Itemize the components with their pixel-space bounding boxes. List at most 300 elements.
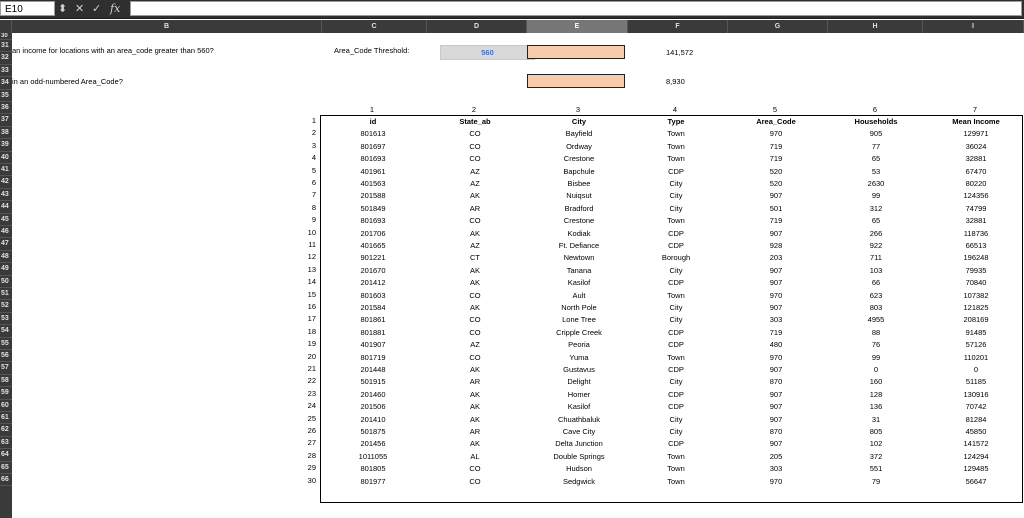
table-cell[interactable]: 719 [769,327,783,337]
table-cell[interactable]: Town [667,352,685,362]
table-cell[interactable]: CO [469,290,481,300]
question-text-2: in an odd-numbered Area_Code? [12,77,123,86]
table-cell[interactable]: 501875 [360,427,386,436]
table-cell[interactable]: 520 [769,166,783,176]
row-header[interactable]: 63 [0,437,12,449]
table-cell[interactable]: 99 [871,352,881,362]
table-cell[interactable]: 65 [871,216,881,226]
row-header[interactable]: 54 [0,325,12,337]
row-number: 24 [307,401,316,411]
table-cell[interactable]: 70840 [965,278,987,288]
question-text-1: an income for locations with an area_code greater than 560? [12,46,214,55]
table-cell[interactable]: 103 [869,265,883,275]
table-cell[interactable]: 203 [769,253,783,263]
table-cell[interactable]: AK [469,389,480,399]
row-number: 20 [307,351,316,361]
table-header[interactable]: State_ab [459,117,491,126]
table-cell[interactable]: Lone Tree [562,315,596,325]
table-cell[interactable]: AL [470,451,480,461]
table-cell[interactable]: 70742 [965,402,987,412]
table-cell[interactable]: 805 [869,427,883,436]
table-cell[interactable]: 870 [769,377,783,387]
table-cell[interactable]: Ault [572,290,586,300]
row-number: 13 [307,264,316,274]
table-cell[interactable]: 51185 [965,377,987,387]
row-header[interactable]: 35 [0,90,12,102]
table-cell[interactable]: 56647 [965,476,987,486]
column-header-b[interactable]: B [12,20,322,33]
table-cell[interactable]: 67470 [965,166,987,176]
table-cell[interactable]: 303 [769,464,783,474]
row-header[interactable]: 34 [0,77,12,89]
table-cell[interactable]: 99 [871,191,881,201]
row-header[interactable]: 52 [0,300,12,312]
table-cell[interactable]: Chuathbaluk [557,414,601,424]
column-number: 4 [672,105,678,114]
table-cell[interactable]: Gustavus [563,365,595,374]
table-cell[interactable]: AR [469,427,481,436]
table-header[interactable]: City [571,117,587,126]
table-cell[interactable]: AZ [470,340,480,350]
table-cell[interactable]: 801693 [360,154,386,164]
table-cell[interactable]: Kodiak [567,228,591,238]
table-cell[interactable]: 970 [769,129,783,139]
table-cell[interactable]: 36024 [965,141,987,151]
table-cell[interactable]: 130916 [963,389,989,399]
column-number: 7 [972,105,978,114]
table-cell[interactable]: Bisbee [567,179,591,188]
row-header[interactable]: 42 [0,176,12,188]
row-number: 12 [307,252,316,262]
table-cell[interactable]: CDP [668,439,684,449]
table-cell[interactable]: Town [667,476,685,486]
row-number: 7 [311,190,316,200]
table-cell[interactable]: Town [667,129,685,139]
row-header[interactable]: 60 [0,400,12,412]
row-header[interactable]: 31 [0,40,12,52]
table-cell[interactable]: 102 [869,439,883,449]
table-cell[interactable]: CDP [668,241,684,250]
table-cell[interactable]: 501849 [360,203,386,213]
row-header[interactable]: 41 [0,164,12,176]
table-cell[interactable]: 201588 [360,191,386,201]
table-cell[interactable]: 312 [869,203,883,213]
table-cell[interactable]: 107382 [963,290,989,300]
table-cell[interactable]: 32881 [965,154,987,164]
table-cell[interactable]: CO [469,216,481,226]
table-cell[interactable]: CDP [668,228,684,238]
table-header[interactable]: Area_Code [756,117,796,126]
table-cell[interactable]: 801613 [360,129,386,139]
function-icon[interactable]: fx [110,2,121,15]
table-cell[interactable]: 905 [869,129,883,139]
cancel-icon[interactable]: ✕ [75,3,85,15]
table-cell[interactable]: 401907 [360,340,386,350]
table-cell[interactable]: AK [469,303,480,312]
row-header[interactable]: 48 [0,251,12,263]
column-header-h[interactable]: H [828,20,923,33]
table-cell[interactable]: 136 [869,402,883,412]
table-cell[interactable]: 205 [769,451,783,461]
row-header[interactable]: 45 [0,214,12,226]
table-cell[interactable]: Borough [661,253,691,263]
table-cell[interactable]: 907 [769,389,783,399]
row-number: 3 [311,140,316,150]
table-cell[interactable]: 907 [769,265,783,275]
table-cell[interactable]: CO [469,476,481,486]
row-header[interactable]: 61 [0,412,12,424]
table-cell[interactable]: CT [470,253,480,263]
table-cell[interactable]: Town [667,290,685,300]
table-cell[interactable]: CDP [668,365,684,374]
table-cell[interactable]: Newtown [563,253,595,263]
row-header[interactable]: 56 [0,350,12,362]
table-cell[interactable]: 57126 [965,340,987,350]
table-cell[interactable]: Bradford [564,203,594,213]
table-cell[interactable]: 74799 [965,203,987,213]
table-cell[interactable]: 2630 [867,179,885,188]
table-cell[interactable]: 160 [869,377,883,387]
table-cell[interactable]: 201448 [360,365,386,374]
row-header[interactable]: 49 [0,263,12,275]
table-cell[interactable]: AK [469,414,480,424]
table-cell[interactable]: 801697 [360,141,386,151]
row-header[interactable]: 38 [0,127,12,139]
table-cell[interactable]: City [669,377,683,387]
table-cell[interactable]: North Pole [561,303,597,312]
enter-icon[interactable]: ✓ [92,3,102,15]
table-cell[interactable]: 266 [869,228,883,238]
table-cell[interactable]: 80220 [965,179,987,188]
table-cell[interactable]: AK [469,365,480,374]
table-cell[interactable]: AK [469,228,480,238]
row-header[interactable]: 32 [0,52,12,64]
table-cell[interactable]: 1011055 [358,451,388,461]
table-cell[interactable]: 907 [769,191,783,201]
row-number: 19 [307,339,316,349]
table-cell[interactable]: Peoria [568,340,590,350]
table-cell[interactable]: 201506 [360,402,386,412]
table-cell[interactable]: 401665 [360,241,386,250]
table-cell[interactable]: 129971 [963,129,989,139]
table-cell[interactable]: 66513 [965,241,987,250]
row-number-column [290,115,316,505]
table-cell[interactable]: Delight [567,377,591,387]
row-number: 22 [307,376,316,386]
column-number: 1 [369,105,375,114]
table-cell[interactable]: AK [469,191,480,201]
table-cell[interactable]: 201412 [360,278,386,288]
table-cell[interactable]: 623 [869,290,883,300]
row-number: 29 [307,463,316,473]
row-number: 21 [307,364,316,373]
row-header[interactable]: 40 [0,152,12,164]
row-number: 11 [308,240,316,249]
table-cell[interactable]: 76 [871,340,881,350]
table-cell[interactable]: 0 [973,365,979,374]
row-header[interactable]: 44 [0,201,12,213]
table-cell[interactable]: 0 [873,365,879,374]
select-all-corner[interactable] [0,20,12,33]
table-cell[interactable]: 65 [871,154,881,164]
table-cell[interactable]: 91485 [965,327,987,337]
table-cell[interactable]: 77 [871,141,881,151]
table-cell[interactable]: 32881 [965,216,987,226]
row-number: 18 [307,326,316,336]
column-number: 6 [872,105,878,114]
table-cell[interactable]: AZ [470,179,480,188]
table-cell[interactable]: City [669,179,683,188]
table-cell[interactable]: City [669,203,683,213]
table-cell[interactable]: 53 [871,166,881,176]
row-header[interactable]: 58 [0,375,12,387]
table-cell[interactable]: 719 [769,141,783,151]
table-cell[interactable]: 4955 [867,315,885,325]
row-header[interactable]: 43 [0,189,12,201]
table-cell[interactable]: 88 [871,327,881,337]
result-value-2: 8,930 [666,77,685,86]
table-cell[interactable]: 196248 [963,253,989,263]
table-cell[interactable]: 520 [769,179,783,188]
threshold-label: Area_Code Threshold: [334,46,410,55]
table-cell[interactable]: CO [469,315,481,325]
table-cell[interactable]: AZ [470,166,480,176]
table-cell[interactable]: 801881 [360,327,386,337]
table-cell[interactable]: 970 [769,290,783,300]
table-cell[interactable]: 907 [769,278,783,288]
column-header-i[interactable]: I [923,20,1024,33]
table-cell[interactable]: 201460 [360,389,386,399]
table-cell[interactable]: 45850 [965,427,987,436]
table-cell[interactable]: 801977 [360,476,386,486]
row-header[interactable]: 46 [0,226,12,238]
table-cell[interactable]: 928 [769,241,783,250]
table-cell[interactable]: 801603 [360,290,386,300]
table-cell[interactable]: Crestone [563,154,595,164]
table-cell[interactable]: 501 [769,203,783,213]
table-cell[interactable]: 401563 [360,179,386,188]
table-cell[interactable]: Ordway [566,141,592,151]
table-cell[interactable]: 970 [769,352,783,362]
table-header[interactable]: Households [854,117,898,126]
table-cell[interactable]: CO [469,464,481,474]
table-cell[interactable]: City [669,191,683,201]
table-cell[interactable]: 124294 [963,451,989,461]
formula-bar [0,0,1024,19]
table-cell[interactable]: CDP [668,278,684,288]
table-header[interactable]: id [369,117,377,126]
row-header[interactable]: 39 [0,139,12,151]
row-header[interactable]: 62 [0,424,12,436]
table-cell[interactable]: Town [667,451,685,461]
result-value-1: 141,572 [666,48,694,57]
table-cell[interactable]: 907 [769,414,783,424]
row-number: 25 [307,413,316,423]
table-cell[interactable]: 201584 [360,303,386,312]
table-cell[interactable]: Town [667,141,685,151]
table-cell[interactable]: 372 [869,451,883,461]
table-cell[interactable]: 303 [769,315,783,325]
table-cell[interactable]: Bayfield [565,129,593,139]
table-header[interactable]: Type [667,117,685,126]
table-cell[interactable]: Ft. Defiance [558,241,600,250]
table-cell[interactable]: 118736 [963,228,989,238]
table-cell[interactable]: 201706 [360,228,386,238]
table-cell[interactable]: 870 [769,427,783,436]
table-cell[interactable]: 201456 [360,439,386,449]
table-cell[interactable]: 922 [869,241,883,250]
column-header-c[interactable]: C [322,20,427,33]
row-number: 23 [307,388,316,398]
table-cell[interactable]: AR [469,377,481,387]
table-cell[interactable]: 208169 [963,315,989,325]
table-cell[interactable]: 803 [869,303,883,312]
table-cell[interactable]: 907 [769,365,783,374]
table-cell[interactable]: CDP [668,340,684,350]
table-cell[interactable]: AZ [470,241,480,250]
name-box-dropdown-icon[interactable]: ⬍ [58,3,68,15]
table-cell[interactable]: AK [469,278,480,288]
table-cell[interactable]: 801693 [360,216,386,226]
column-header-d[interactable]: D [427,20,527,33]
table-cell[interactable]: AK [469,402,480,412]
table-cell[interactable]: 901221 [360,253,386,263]
table-cell[interactable]: 141572 [963,439,989,449]
table-cell[interactable]: CO [469,352,481,362]
column-header-e[interactable]: E [527,20,628,33]
row-header[interactable]: 65 [0,462,12,474]
table-cell[interactable]: City [669,427,683,436]
table-cell[interactable]: Nuiqsut [566,191,592,201]
table-cell[interactable]: 201670 [360,265,386,275]
table-cell[interactable]: Bapchule [563,166,595,176]
table-cell[interactable]: CDP [668,166,684,176]
table-cell[interactable]: 711 [870,253,882,263]
table-cell[interactable]: Hudson [566,464,592,474]
name-box[interactable]: E10 [0,1,55,16]
table-cell[interactable]: Town [667,464,685,474]
table-cell[interactable]: AK [469,265,480,275]
table-cell[interactable]: CO [469,141,481,151]
answer-cell-1[interactable] [527,45,625,59]
table-cell[interactable]: AR [469,203,481,213]
table-cell[interactable]: 129485 [963,464,989,474]
row-header[interactable]: 57 [0,362,12,374]
row-header[interactable]: 51 [0,288,12,300]
table-cell[interactable]: 79 [871,476,881,486]
table-cell[interactable]: Kasilof [567,278,591,288]
table-cell[interactable]: 719 [769,216,783,226]
table-cell[interactable]: Cripple Creek [556,327,602,337]
table-cell[interactable]: City [669,303,683,312]
threshold-input-cell[interactable]: 560 [440,45,535,60]
table-cell[interactable]: 79935 [965,265,987,275]
table-cell[interactable]: 201410 [360,414,386,424]
row-header[interactable]: 50 [0,276,12,288]
table-cell[interactable]: CDP [668,327,684,337]
column-header-g[interactable]: G [728,20,828,33]
data-table [320,115,1023,503]
table-cell[interactable]: Town [667,154,685,164]
table-cell[interactable]: 401961 [360,166,386,176]
table-cell[interactable]: 907 [769,303,783,312]
table-cell[interactable]: CO [469,327,481,337]
row-header[interactable]: 36 [0,102,12,114]
table-cell[interactable]: City [669,315,683,325]
answer-cell-2[interactable] [527,74,625,88]
row-number: 16 [307,302,316,311]
row-header[interactable]: 47 [0,238,12,250]
row-number: 4 [311,153,316,163]
table-cell[interactable]: 801805 [360,464,386,474]
row-header[interactable]: 33 [0,65,12,77]
table-cell[interactable]: Homer [567,389,591,399]
worksheet-grid[interactable] [12,33,1024,518]
table-cell[interactable]: 128 [869,389,883,399]
table-cell[interactable]: 907 [769,439,783,449]
row-number: 28 [307,450,316,460]
row-header[interactable]: 59 [0,387,12,399]
row-header[interactable]: 66 [0,474,12,486]
table-cell[interactable]: Yuma [569,352,589,362]
table-cell[interactable]: 551 [869,464,883,474]
row-header[interactable]: 55 [0,338,12,350]
table-cell[interactable]: 501915 [360,377,386,387]
row-header[interactable]: 53 [0,313,12,325]
table-cell[interactable]: City [669,265,683,275]
table-cell[interactable]: CDP [668,402,684,412]
table-cell[interactable]: City [669,414,683,424]
table-cell[interactable]: CO [469,129,481,139]
table-cell[interactable]: 970 [769,476,783,486]
row-number: 26 [307,426,316,435]
table-cell[interactable]: 801861 [360,315,386,325]
table-cell[interactable]: 81284 [965,414,987,424]
table-cell[interactable]: CDP [668,389,684,399]
row-header[interactable]: 37 [0,114,12,126]
table-cell[interactable]: Kasilof [567,402,591,412]
row-header[interactable]: 64 [0,449,12,461]
table-cell[interactable]: Cave City [562,427,596,436]
table-cell[interactable]: CO [469,154,481,164]
table-cell[interactable]: 110201 [963,352,989,362]
column-number: 3 [575,105,581,114]
table-cell[interactable]: 66 [871,278,881,288]
table-cell[interactable]: Town [667,216,685,226]
table-cell[interactable]: 719 [769,154,783,164]
row-number: 10 [307,227,316,237]
table-cell[interactable]: 31 [871,414,881,424]
formula-input[interactable] [130,1,1022,16]
table-cell[interactable]: 907 [769,228,783,238]
column-header-f[interactable]: F [628,20,728,33]
row-header-bar [0,33,12,518]
row-header[interactable]: 30 [0,33,12,40]
table-cell[interactable]: Delta Junction [555,439,603,449]
table-header[interactable]: Mean Income [952,117,1000,126]
table-cell[interactable]: Crestone [563,216,595,226]
table-cell[interactable]: AK [469,439,480,449]
table-cell[interactable]: 121825 [963,303,989,312]
table-cell[interactable]: 907 [769,402,783,412]
table-cell[interactable]: 801719 [360,352,386,362]
table-cell[interactable]: 124356 [963,191,989,201]
table-cell[interactable]: 480 [769,340,783,350]
table-cell[interactable]: Tanana [566,265,592,275]
table-cell[interactable]: Sedgwick [562,476,596,486]
table-cell[interactable]: Double Springs [553,451,605,461]
row-number: 2 [311,128,316,138]
